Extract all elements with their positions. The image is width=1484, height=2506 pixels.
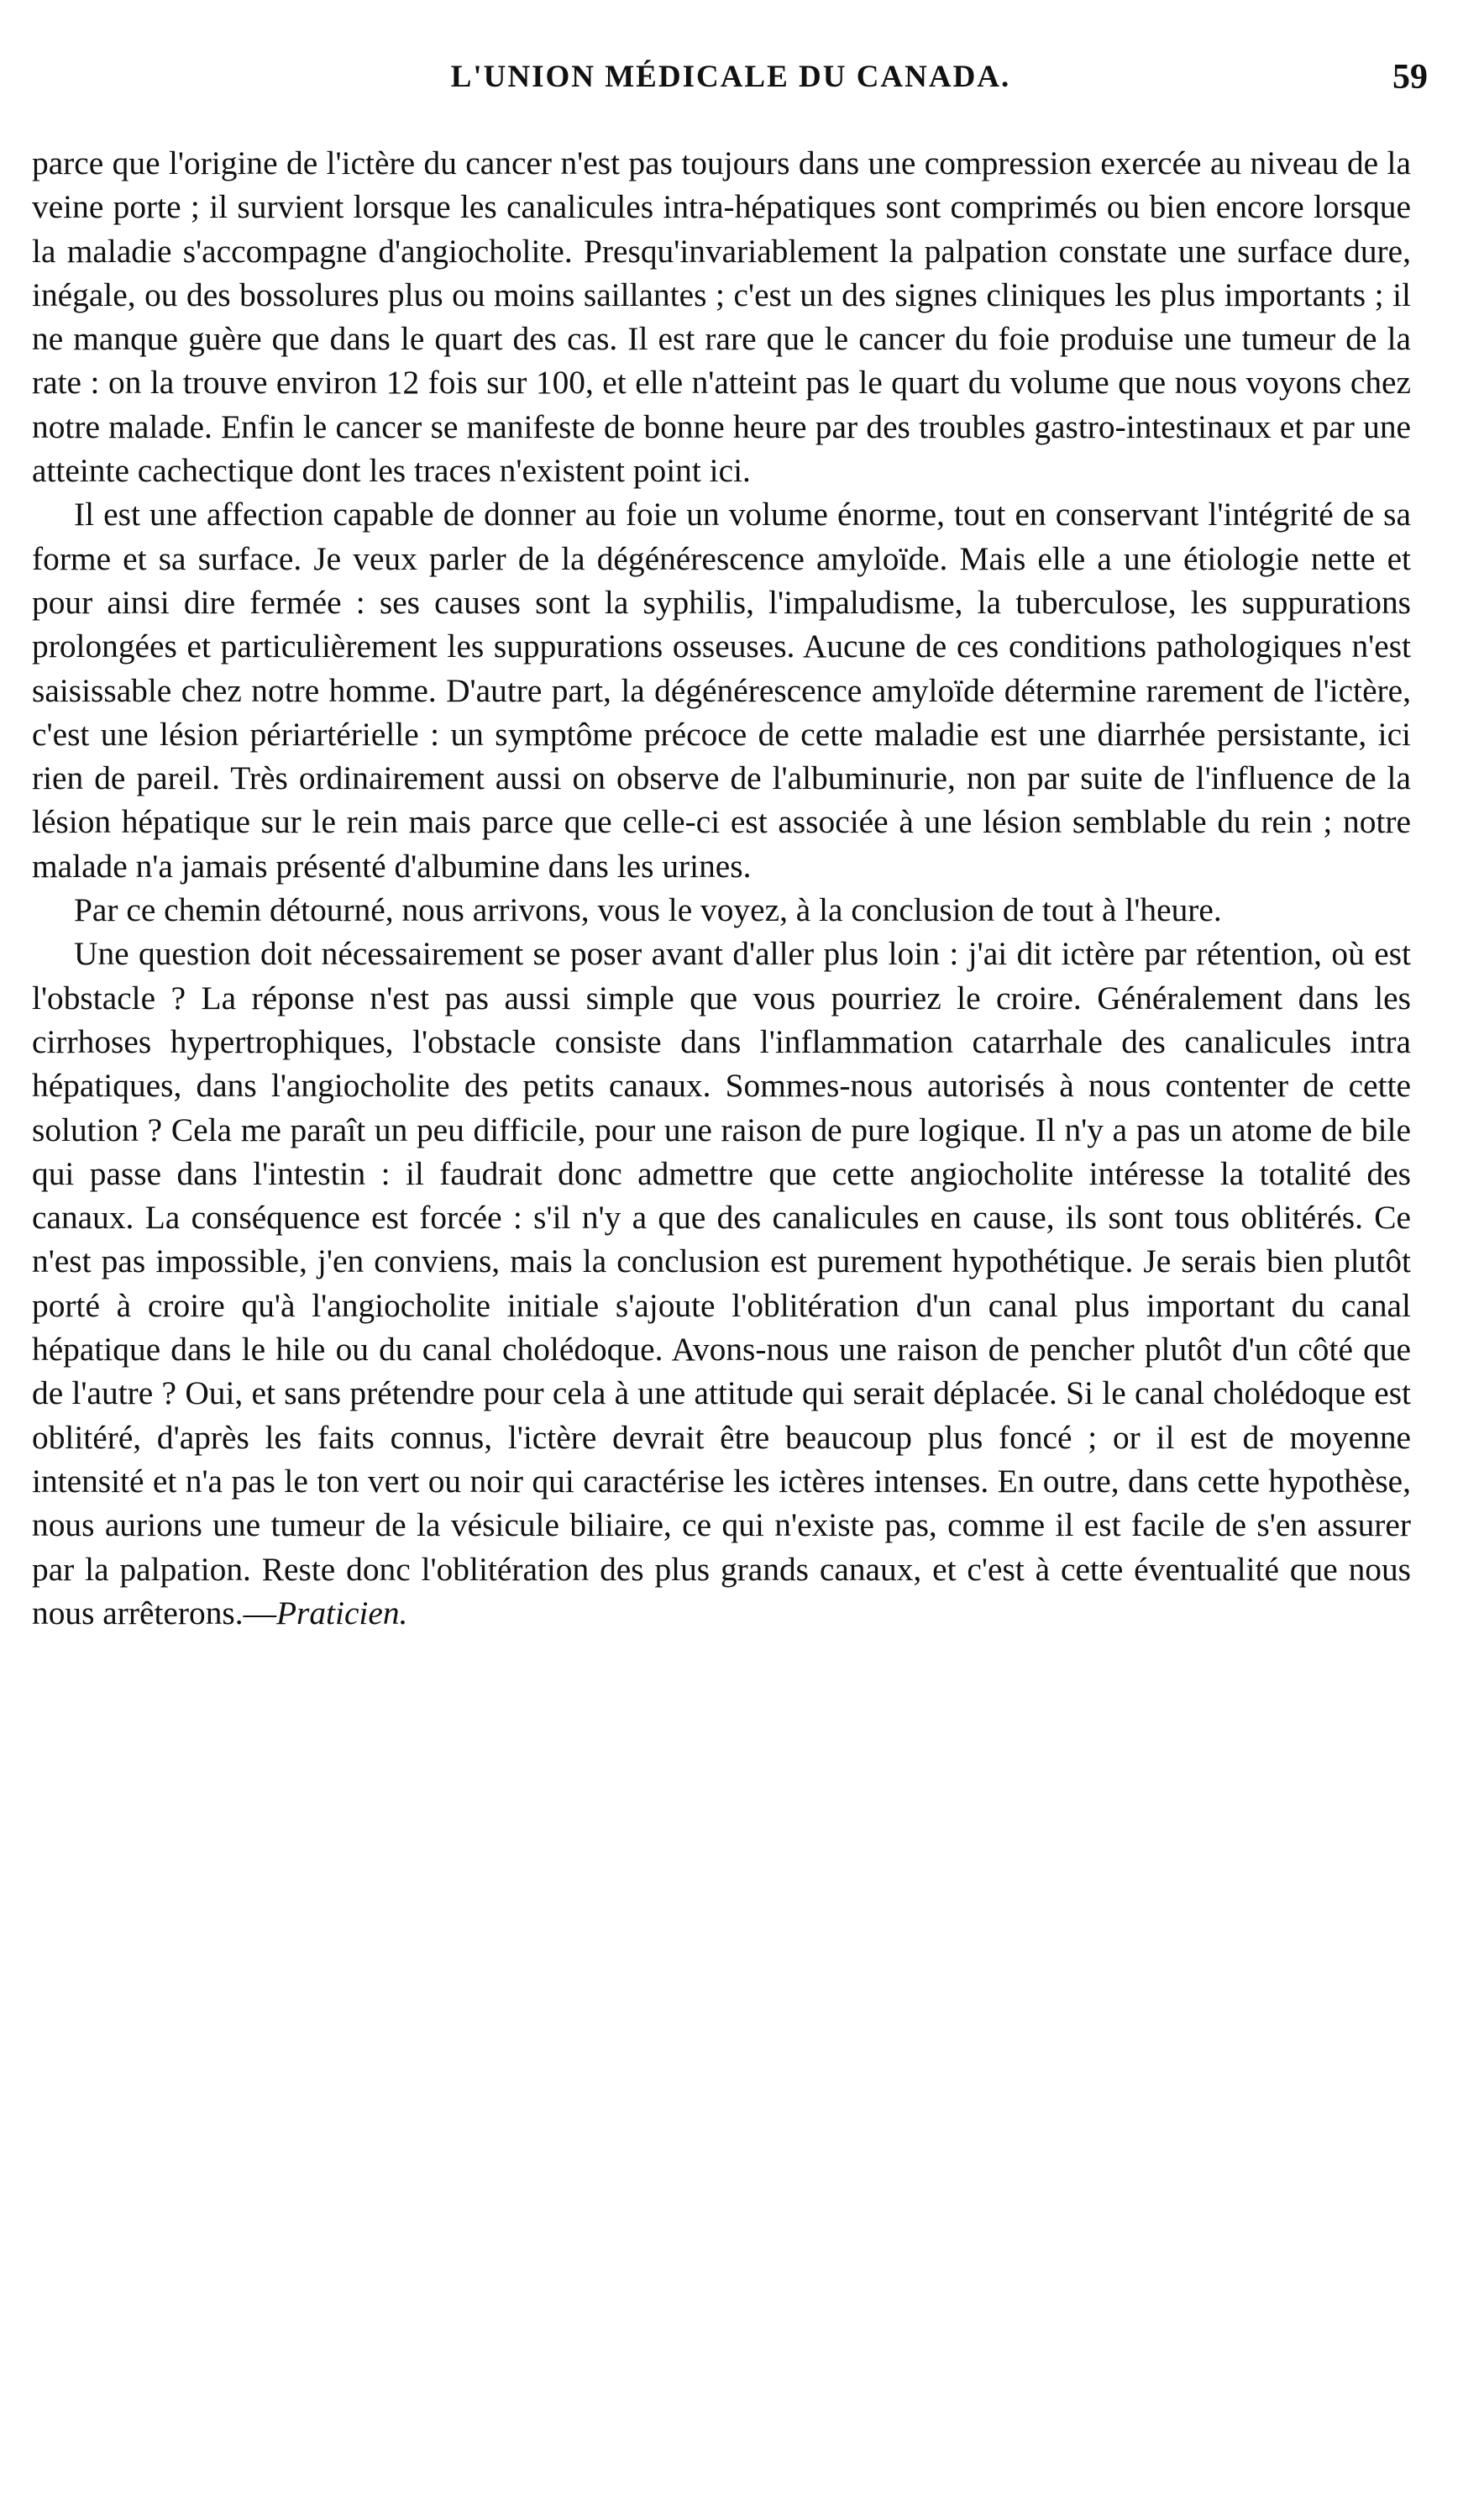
page-number: 59 <box>1392 58 1428 97</box>
paragraph-conclusion: Par ce chemin détourné, nous arrivons, vous le voyez, à la conclusion de tout à l'heure. <box>74 891 1222 929</box>
paragraph-cancer: parce que l'origine de l'ictère du cancer n'est pas toujours dans une compression exercée au niveau de la veine porte ; il survient lorsque les canalicules intra-hépatiques sont comprimés ou bien encore lorsque la maladie s'accompagne d'angiocholite. Presqu'invariablement la palpation constate une surface dure, inégale, ou des bossolures plus ou moins saillantes ; c'est un des signes cliniques les plus importants ; il ne manque guère que dans le quart des cas. Il est rare que le cancer du foie produise une tumeur de la rate : on la trouve environ 12 fois sur 100, et elle n'atteint pas le quart du volume que nous voyons chez notre malade. Enfin le cancer se manifeste de bonne heure par des troubles gastro-intestinaux et par une atteinte cachectique dont les traces n'existent point ici. <box>32 144 1411 490</box>
paragraph-obstacle <box>32 932 1411 1635</box>
article-body <box>32 141 1411 1635</box>
paragraph-obstacle-text: Une question doit nécessairement se poser avant d'aller plus loin : j'ai dit ictère par rétention, où est l'obstacle ? La réponse n'est pas aussi simple que vous pourriez le croire. Généralement dans les cirrhoses hypertrophiques, l'obstacle consiste dans l'inflammation catarrhale des canalicules intra hépatiques, dans l'angiocholite des petits canaux. Sommes-nous autorisés à nous contenter de cette solution ? Cela me paraît un peu difficile, pour une raison de pure logique. Il n'y a pas un atome de bile qui passe dans l'intestin : il faudrait donc admettre que cette angiocholite intéresse la totalité des canaux. La conséquence est forcée : s'il n'y a que des canalicules en cause, ils sont tous oblitérés. Ce n'est pas impossible, j'en conviens, mais la conclusion est purement hypothétique. Je serais bien plutôt porté à croire qu'à l'angiocholite initiale s'ajoute l'oblitération d'un canal plus important du canal hépatique dans le hile ou du canal cholédoque. Avons-nous une raison de pencher plutôt d'un côté que de l'autre ? Oui, et sans prétendre pour cela à une attitude qui serait déplacée. Si le canal cholédoque est oblitéré, d'après les faits connus, l'ictère devrait être beaucoup plus foncé ; or il est de moyenne intensité et n'a pas le ton vert ou noir qui caractérise les ictères intenses. En outre, dans cette hypothèse, nous aurions une tumeur de la vésicule biliaire, ce qui n'existe pas, comme il est facile de s'en assurer par la palpation. Reste donc l'oblitération des plus grands canaux, et c'est à cette éventualité que nous nous arrêterons.— <box>32 935 1411 1631</box>
paragraph-amyloid: Il est une affection capable de donner au foie un volume énorme, tout en conservant l'intégrité de sa forme et sa surface. Je veux parler de la dégénérescence amyloïde. Mais elle a une étiologie nette et pour ainsi dire fermée : ses causes sont la syphilis, l'impaludisme, la tuberculose, les suppurations prolongées et particulièrement les suppurations osseuses. Aucune de ces conditions pathologiques n'est saisissable chez notre homme. D'autre part, la dégénérescence amyloïde détermine rarement de l'ictère, c'est une lésion périartérielle : un symptôme précoce de cette maladie est une diarrhée persistante, ici rien de pareil. Très ordinairement aussi on observe de l'albuminurie, non par suite de l'influence de la lésion hépatique sur le rein mais parce que celle-ci est associée à une lésion semblable du rein ; notre malade n'a jamais présenté d'albumine dans les urines. <box>32 496 1411 885</box>
running-header <box>34 52 1428 102</box>
journal-title: L'UNION MÉDICALE DU CANADA. <box>450 60 1011 94</box>
source-attribution: Praticien. <box>275 1594 408 1631</box>
